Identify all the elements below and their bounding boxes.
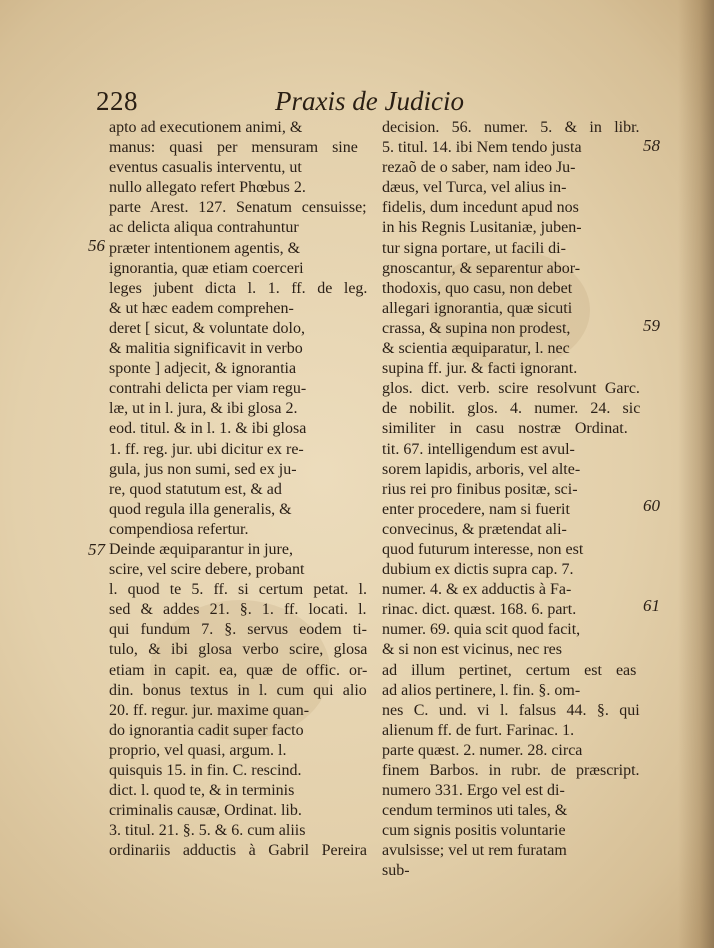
text-line: alienum ff. de furt. Farinac. 1. xyxy=(382,721,575,739)
text-line: & ut hæc eadem comprehen- xyxy=(109,299,294,317)
text-line: eod. titul. & in l. 1. & ibi glosa xyxy=(109,420,307,438)
text-line: sorem lapidis, arboris, vel alte- xyxy=(382,460,581,478)
text-line: & si non est vicinus, nec res xyxy=(382,641,562,659)
running-title: Praxis de Judicio xyxy=(275,86,464,116)
text-line: compendiosa refertur. xyxy=(109,520,249,538)
margin-number: 61 xyxy=(643,596,660,615)
text-line: proprio, vel quasi, argum. l. xyxy=(109,741,287,759)
text-line: manus: quasi per mensuram sine xyxy=(109,139,358,157)
text-line: tur signa portare, ut facili di- xyxy=(382,239,566,257)
text-line: sponte ] adjecit, & ignorantia xyxy=(109,360,297,378)
text-line: scire, vel scire debere, probant xyxy=(109,561,305,579)
text-line: tit. 67. intelligendum est avul- xyxy=(382,440,575,458)
text-line: tulo, & ibi glosa verbo scire, glosa xyxy=(109,641,367,659)
text-line: quisquis 15. in fin. C. rescind. xyxy=(109,762,302,779)
page-header xyxy=(96,86,464,116)
text-line: enter procedere, nam si fuerit xyxy=(382,500,570,518)
margin-number: 57 xyxy=(88,540,105,559)
margin-number: 60 xyxy=(643,496,660,515)
text-line: din. bonus textus in l. cum qui alio xyxy=(109,681,367,699)
text-line: do ignorantia cadit super facto xyxy=(109,721,304,739)
text-line: eventus casualis interventu, ut xyxy=(109,159,302,177)
margin-number: 58 xyxy=(643,136,660,155)
text-line: in his Regnis Lusitaniæ, juben- xyxy=(382,219,582,237)
text-line: & scientia æquiparatur, l. nec xyxy=(382,340,570,358)
text-line: crassa, & supina non prodest, xyxy=(382,319,571,337)
text-line: rinac. dict. quæst. 168. 6. part. xyxy=(382,601,577,619)
text-line: quod futurum interesse, non est xyxy=(382,540,584,558)
text-line: 1. ff. reg. jur. ubi dicitur ex re- xyxy=(109,440,304,458)
text-line: & malitia significavit in verbo xyxy=(109,340,303,358)
text-line: avulsisse; vel ut rem furatam xyxy=(382,842,567,860)
text-line: etiam in capit. ea, quæ de offic. or- xyxy=(109,661,367,679)
text-line: fidelis, dum incedunt apud nos xyxy=(382,199,579,217)
text-line: rius rei pro finibus positæ, sci- xyxy=(382,480,578,498)
text-line: dæus, vel Turca, vel alius in- xyxy=(382,179,567,197)
text-line: thodoxis, quo casu, non debet xyxy=(382,279,573,297)
text-line: nullo allegato refert Phœbus 2. xyxy=(109,179,306,197)
margin-number: 59 xyxy=(643,316,660,335)
text-line: rezaõ de o saber, nam ideo Ju- xyxy=(382,159,576,177)
text-line: decision. 56. numer. 5. & in libr. xyxy=(382,119,640,136)
text-line: l. quod te 5. ff. si certum petat. l. xyxy=(109,581,367,599)
text-line: ordinariis adductis à Gabril Pereira xyxy=(109,842,367,860)
right-text-column xyxy=(382,118,640,882)
text-line: numer. 69. quia scit quod facit, xyxy=(382,621,581,639)
text-line: ignorantia, quæ etiam coerceri xyxy=(109,259,304,277)
text-line: similiter in casu nostræ Ordinat. xyxy=(382,420,628,438)
text-line: gnoscantur, & separentur abor- xyxy=(382,259,581,277)
text-line: parte quæst. 2. numer. 28. circa xyxy=(382,741,583,759)
text-line: deret [ sicut, & voluntate dolo, xyxy=(109,319,305,337)
text-line: 20. ff. regur. jur. maxime quan- xyxy=(109,701,310,719)
text-line: numero 331. Ergo vel est di- xyxy=(382,782,565,800)
text-line: contrahi delicta per viam regu- xyxy=(109,380,307,398)
text-line: glos. dict. verb. scire resolvunt Garc. xyxy=(382,380,640,398)
text-line: convecinus, & prætendat ali- xyxy=(382,520,567,538)
text-line: ad illum pertinet, certum est eas xyxy=(382,661,637,679)
text-line: de nobilit. glos. 4. numer. 24. sic xyxy=(382,400,640,418)
text-line: præter intentionem agentis, & xyxy=(109,239,301,257)
text-line: Deinde æquiparantur in jure, xyxy=(109,540,293,558)
text-line: 3. titul. 21. §. 5. & 6. cum aliis xyxy=(109,822,306,840)
text-line: leges jubent dicta l. 1. ff. de leg. xyxy=(109,279,367,297)
text-line: cendum terminos uti tales, & xyxy=(382,802,568,820)
page-gutter-shadow xyxy=(678,0,714,948)
text-line: finem Barbos. in rubr. de præscript. xyxy=(382,762,640,779)
text-line: allegari ignorantia, quæ sicuti xyxy=(382,299,573,317)
text-line: sub- xyxy=(382,862,410,880)
text-line: dict. l. quod te, & in terminis xyxy=(109,782,295,800)
text-line: supina ff. jur. & facti ignorant. xyxy=(382,360,578,378)
text-line: quod regula illa generalis, & xyxy=(109,500,292,518)
text-line: ac delicta aliqua contrahuntur xyxy=(109,219,299,237)
page-number: 228 xyxy=(96,86,138,116)
margin-number: 56 xyxy=(88,236,105,255)
text-line: parte Arest. 127. Senatum censuisse; xyxy=(109,199,367,217)
text-line: re, quod statutum est, & ad xyxy=(109,480,282,498)
left-text-column xyxy=(109,118,367,861)
text-line: gula, jus non sumi, sed ex ju- xyxy=(109,460,297,478)
text-line: læ, ut in l. jura, & ibi glosa 2. xyxy=(109,400,298,418)
text-line: criminalis causæ, Ordinat. lib. xyxy=(109,802,302,820)
text-line: nes C. und. vi l. falsus 44. §. qui xyxy=(382,701,640,719)
text-line: sed & addes 21. §. 1. ff. locati. l. xyxy=(109,601,367,619)
text-line: dubium ex dictis supra cap. 7. xyxy=(382,561,574,579)
text-line: ad alios pertinere, l. fin. §. om- xyxy=(382,681,581,699)
text-line: qui fundum 7. §. servus eodem ti- xyxy=(109,621,367,639)
text-line: apto ad executionem animi, & xyxy=(109,119,303,136)
text-line: 5. titul. 14. ibi Nem tendo justa xyxy=(382,139,582,157)
text-line: cum signis positis voluntarie xyxy=(382,822,566,840)
text-line: numer. 4. & ex adductis à Fa- xyxy=(382,581,572,599)
